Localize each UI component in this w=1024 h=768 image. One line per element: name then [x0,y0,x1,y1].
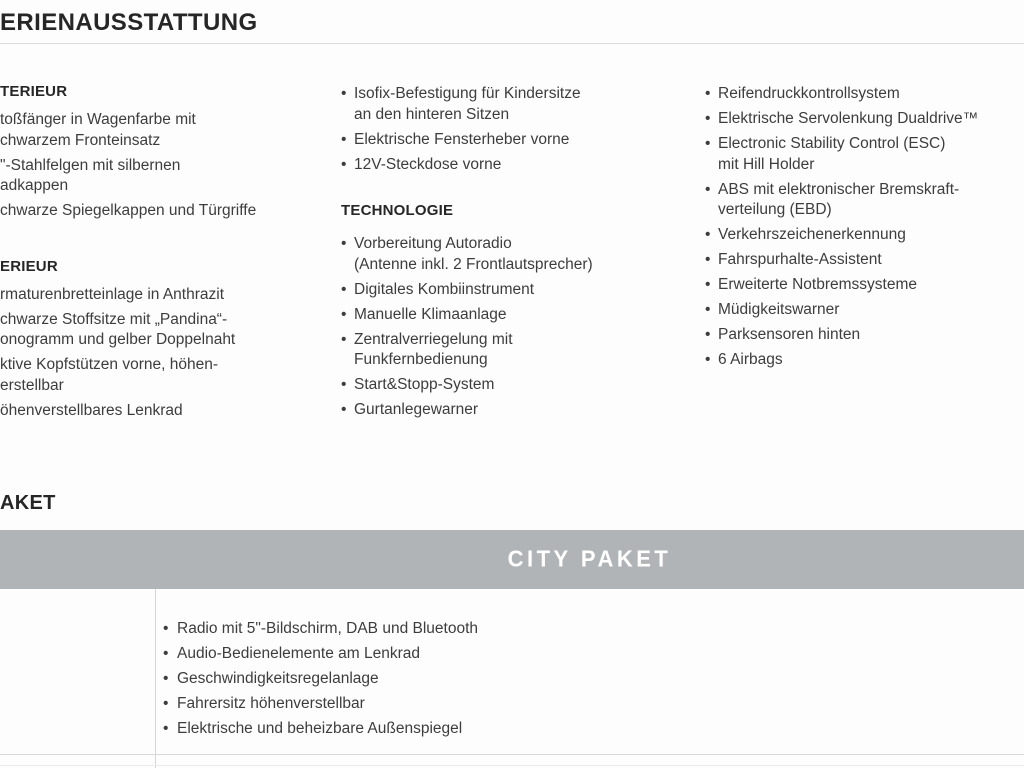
section-header-interieur: ERIEUR [0,257,58,275]
equipment-line: öhenverstellbares Lenkrad [0,401,183,419]
table-row-divider [0,754,1024,755]
equipment-line: onogramm und gelber Doppelnaht [0,331,236,348]
list-item: • Radio mit 5"-Bildschirm, DAB und Bluetooth [163,616,478,641]
equipment-line: ktive Kopfstützen vorne, höhen- [0,356,218,373]
page-title: ERIENAUSSTATTUNG [0,9,258,36]
list-item: • Zentralverriegelung mit Funkfernbedienung [341,330,697,371]
section-header-exterieur: TERIEUR [0,83,68,100]
list-item: • Start&Stopp-System [341,375,697,396]
paket-section-heading: AKET [0,492,56,514]
city-paket-cell [163,616,478,741]
list-item: • Elektrische Servolenkung Dualdrive™ [705,109,1024,130]
equipment-line: toßfänger in Wagenfarbe mit [0,111,196,128]
list-item: • Parksensoren hinten [705,325,1024,346]
list-item: • Audio-Bedienelemente am Lenkrad [163,641,478,666]
equipment-line: "-Stahlfelgen mit silbernen [0,156,181,174]
list-item: • Fahrspurhalte-Assistent [705,250,1024,271]
list-item: • Digitales Kombiinstrument [341,280,697,301]
list-item: • Verkehrszeichenerkennung [705,225,1024,246]
column-middle [341,84,697,425]
equipment-line: erstellbar [0,376,64,394]
list-item: • Reifendruckkontrollsystem [705,84,1024,105]
list-item: • Elektrische und beheizbare Außenspiegel [163,716,478,741]
list-item: • Vorbereitung Autoradio (Antenne inkl. 2 Frontlautsprecher) [341,234,697,275]
city-paket-band [0,530,1024,589]
equipment-line: rmaturenbretteinlage in Anthrazit [0,285,225,303]
list-item: • Erweiterte Notbremssysteme [705,275,1024,296]
list-item: • Geschwindigkeitsregelanlage [163,666,478,691]
equipment-line: chwarzem Fronteinsatz [0,131,161,149]
list-item: • Gurtanlegewarner [341,400,697,421]
list-item: • Fahrersitz höhenverstellbar [163,691,478,716]
city-paket-band-label: CITY PAKET [507,545,672,572]
section-header-technologie: TECHNOLOGIE [341,202,454,219]
list-item: • Müdigkeitswarner [705,300,1024,321]
list-item: • ABS mit elektronischer Bremskraft- verteilung (EBD) [705,180,1024,221]
list-item: • Elektrische Fensterheber vorne [341,130,697,151]
equipment-line: adkappen [0,177,69,194]
list-item: • 12V-Steckdose vorne [341,155,697,176]
list-item: • Isofix-Befestigung für Kindersitze an den hinteren Sitzen [341,84,697,125]
table-row-divider [0,765,1024,766]
table-column-divider [155,589,156,768]
column-right [705,84,1024,375]
column-exterieur-interieur [0,84,336,421]
list-item: • Electronic Stability Control (ESC) mit Hill Holder [705,134,1024,175]
list-item: • Manuelle Klimaanlage [341,305,697,326]
equipment-line: chwarze Stoffsitze mit „Pandina“- [0,310,228,328]
list-item: • 6 Airbags [705,350,1024,371]
equipment-line: chwarze Spiegelkappen und Türgriffe [0,202,257,219]
title-rule [0,43,1024,44]
